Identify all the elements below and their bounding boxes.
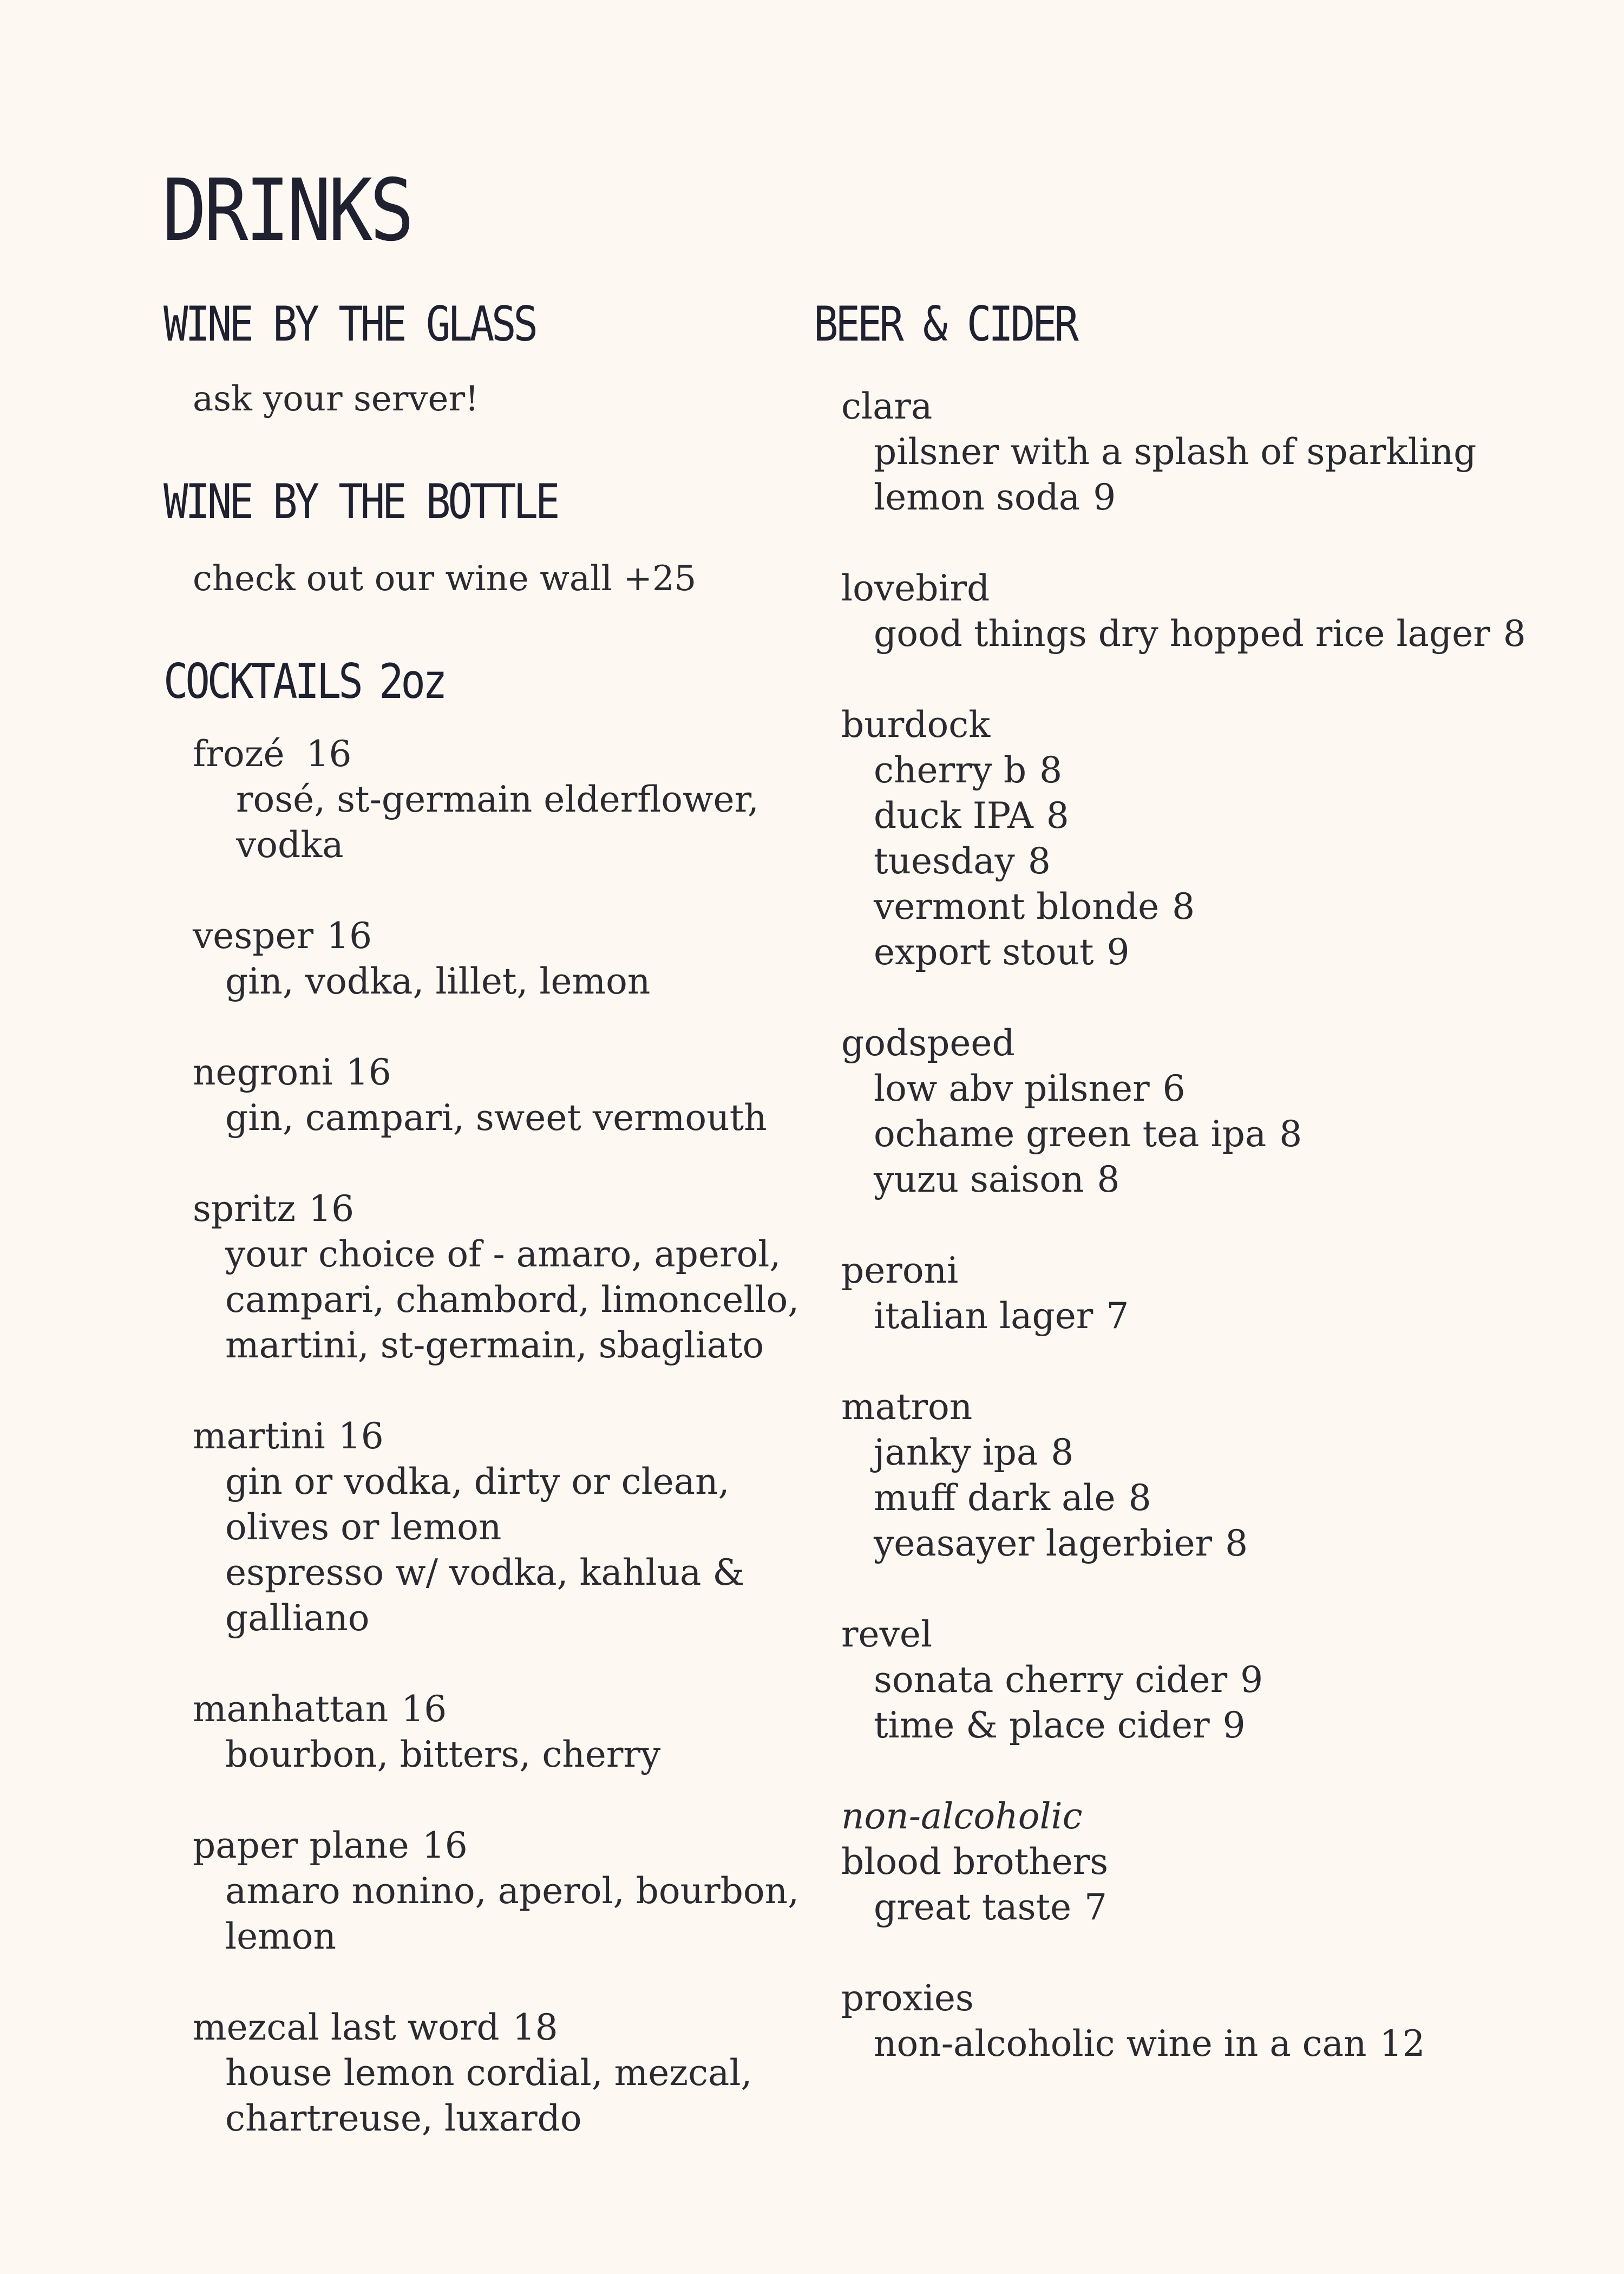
brewery-name: blood brothers [841,1841,1109,1883]
spacer [163,1004,770,1050]
cocktail-name-line [163,1186,770,1232]
beer-item-name: vermont blonde [874,886,1160,927]
beer-item [814,1703,1571,1748]
brewery-group [814,1839,1571,1930]
beer-item [814,1112,1571,1157]
cocktail-description: bourbon, bitters, cherry [225,1734,661,1775]
beer-item-price: 8 [1051,1432,1074,1473]
beer-cider-heading: BEER & CIDER [814,296,1076,352]
right-column [814,296,1571,2067]
cocktail-name-line [163,913,770,959]
spacer [814,1566,1571,1612]
cocktail-description: lemon [225,1916,336,1957]
beer-item-price: 9 [1240,1659,1263,1701]
spacer [163,1368,770,1414]
cocktail-name: mezcal last word [193,2007,500,2048]
spacer [814,657,1571,702]
brewery-name: revel [841,1613,933,1655]
beer-item [814,475,1571,520]
beer-item-name: cherry b [874,749,1027,791]
beer-item-price: 8 [1279,1113,1302,1155]
spacer [814,1339,1571,1384]
cocktail-name: paper plane [193,1825,409,1866]
beer-item-name: export stout [874,931,1094,973]
beer-item [814,1475,1571,1521]
beer-item-name: yuzu saison [874,1159,1084,1200]
beer-item-name: good things dry hopped rice lager [874,613,1490,655]
beer-item-name: ochame green tea ipa [874,1113,1267,1155]
cocktail-name-line [163,1823,770,1868]
beer-item-name: time & place cider [874,1704,1210,1746]
beer-item-price: 8 [1046,795,1069,837]
cocktail-description: martini, st-germain, sbagliato [225,1324,764,1366]
brewery-name: burdock [841,704,991,746]
cocktail-name: spritz [193,1188,296,1230]
beer-item [814,2021,1571,2067]
beer-item-name: great taste [874,1886,1072,1928]
cocktail-description: chartreuse, luxardo [225,2097,582,2139]
beer-item [814,930,1571,975]
non-alcoholic-label: non-alcoholic [841,1795,1083,1837]
brewery-name: proxies [841,1977,974,2019]
beer-item [814,748,1571,793]
spacer [814,975,1571,1021]
brewery-name: peroni [841,1250,959,1291]
beer-item [814,1157,1571,1203]
brewery-group [814,1021,1571,1203]
brewery-group [814,1976,1571,2067]
beer-item-name: italian lager [874,1295,1093,1337]
beer-item-price: 8 [1503,613,1526,655]
cocktail-description: your choice of - amaro, aperol, [225,1233,781,1275]
cocktail-price: 16 [338,1415,384,1457]
cocktail-item [163,1823,800,1959]
beer-item-name: sonata cherry cider [874,1659,1228,1701]
cocktail-price: 16 [345,1051,391,1093]
brewery-group [814,1612,1571,1748]
cocktail-description: amaro nonino, aperol, bourbon, [225,1870,800,1912]
beer-item-price: 9 [1222,1704,1246,1746]
spacer [163,1959,770,2005]
beer-item-price: 8 [1027,840,1051,882]
beer-list [814,384,1571,2067]
beer-item-name: duck IPA [874,795,1033,837]
cocktail-item [163,731,770,868]
beer-item-name: muff dark ale [874,1477,1116,1519]
cocktail-item [163,1687,770,1778]
cocktail-name-line [163,2005,770,2050]
cocktail-description: espresso w/ vodka, kahlua & [225,1552,745,1593]
cocktail-price: 16 [422,1825,468,1866]
cocktail-item [163,1050,770,1141]
beer-item-price: 8 [1172,886,1195,927]
spacer [814,1930,1571,1976]
beer-item-name: tuesday [874,840,1015,882]
spacer [814,520,1571,566]
cocktail-description: gin or vodka, dirty or clean, [225,1461,730,1502]
brewery-group [814,1384,1571,1566]
beer-item-name: pilsner with a splash of sparkling [874,431,1477,473]
beer-item [814,1885,1571,1930]
brewery-group [814,1248,1571,1339]
cocktail-description: olives or lemon [225,1506,502,1548]
spacer [163,868,770,913]
spacer [814,1748,1571,1794]
beer-item [814,429,1571,475]
cocktail-list [163,731,800,2141]
cocktail-price: 16 [309,1188,355,1230]
beer-item [814,611,1571,657]
cocktail-name: manhattan [193,1688,389,1730]
beer-item-name: yeasayer lagerbier [874,1522,1213,1564]
beer-item-price: 9 [1106,931,1130,973]
brewery-name: lovebird [841,567,990,609]
cocktail-name: frozé [193,733,285,775]
cocktail-name-line [163,731,770,777]
cocktail-name-line [163,1050,770,1095]
beer-item [814,839,1571,884]
left-column [163,296,800,2141]
cocktail-price: 16 [306,733,352,775]
wine-by-glass-heading: WINE BY THE GLASS [163,296,535,352]
beer-item-price: 8 [1097,1159,1120,1200]
cocktail-name: vesper [193,915,314,957]
beer-item-price: 12 [1379,2023,1425,2064]
cocktails-heading [163,654,685,712]
beer-item-price: 6 [1162,1068,1186,1109]
beer-item-price: 7 [1106,1295,1129,1337]
beer-item [814,1657,1571,1703]
cocktail-description: galliano [225,1597,370,1639]
brewery-name: matron [841,1386,973,1428]
beer-item-name: lemon soda [874,476,1081,518]
beer-item [814,1066,1571,1112]
brewery-group [814,702,1571,975]
beer-item [814,793,1571,839]
brewery-group [814,566,1571,657]
brewery-name: godspeed [841,1022,1015,1064]
cocktails-heading-label: COCKTAILS [163,654,361,709]
wine-by-glass-note: ask your server! [193,379,479,419]
beer-item-name: janky ipa [874,1432,1038,1473]
cocktail-name-line [163,1414,770,1459]
cocktail-description: vodka [236,824,344,866]
cocktail-item [163,1414,770,1641]
cocktail-description: house lemon cordial, mezcal, [225,2052,752,2094]
cocktail-name: martini [193,1415,325,1457]
wine-by-bottle-note: check out our wine wall +25 [193,559,697,599]
beer-item-price: 8 [1039,749,1063,791]
wine-by-bottle-heading: WINE BY THE BOTTLE [163,474,558,530]
beer-item-name: non-alcoholic wine in a can [874,2023,1367,2064]
beer-item [814,1293,1571,1339]
page-title: DRINKS [162,161,411,260]
cocktail-name: negroni [193,1051,333,1093]
cocktail-item [163,2005,770,2141]
cocktail-item [163,913,770,1004]
beer-item-name: low abv pilsner [874,1068,1150,1109]
cocktail-item [163,1186,800,1368]
brewery-group [814,384,1571,520]
cocktail-description: campari, chambord, limoncello, [225,1279,800,1321]
beer-item-price: 8 [1128,1477,1151,1519]
cocktail-price: 16 [326,915,372,957]
cocktail-price: 18 [512,2007,558,2048]
cocktail-description: gin, campari, sweet vermouth [225,1097,767,1139]
beer-item-price: 9 [1093,476,1116,518]
cocktail-description: gin, vodka, lillet, lemon [225,960,651,1002]
brewery-name: clara [841,385,933,427]
beer-item-price: 8 [1225,1522,1248,1564]
spacer [163,1778,770,1823]
cocktails-pour-size: 2oz [379,654,445,709]
cocktail-name-line [163,1687,770,1732]
beer-item [814,1430,1571,1475]
spacer [163,1141,770,1186]
spacer [163,1641,770,1687]
beer-item [814,884,1571,930]
beer-item [814,1521,1571,1566]
cocktail-price: 16 [401,1688,447,1730]
spacer [814,1203,1571,1248]
beer-item-price: 7 [1084,1886,1108,1928]
cocktail-description: rosé, st-germain elderflower, [236,779,759,820]
